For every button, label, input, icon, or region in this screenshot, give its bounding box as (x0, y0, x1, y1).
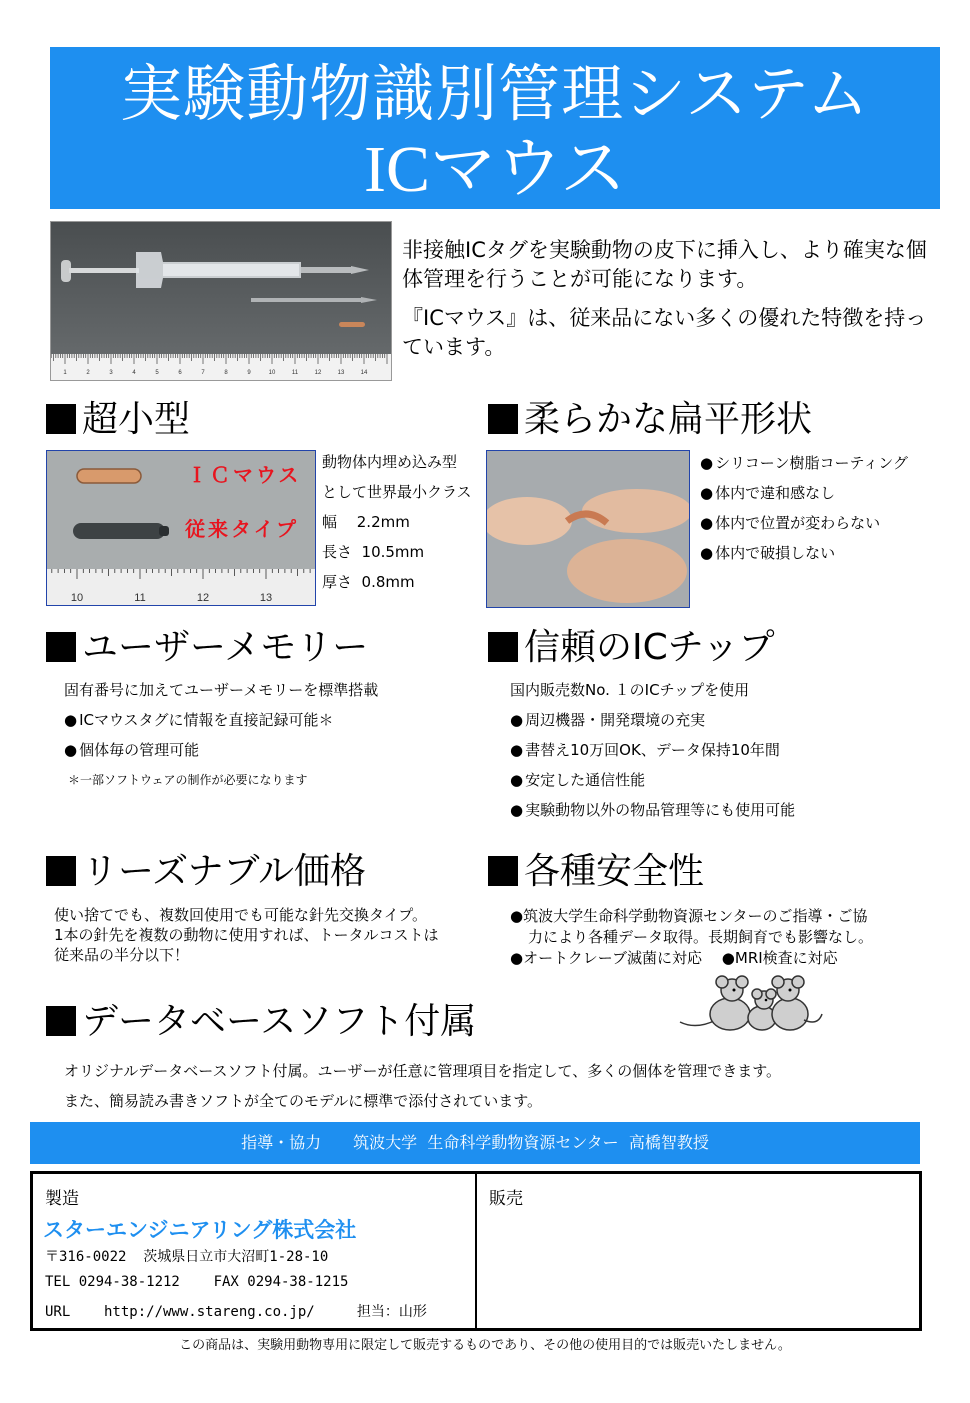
maker-label: 製造 (45, 1189, 79, 1209)
square-bullet-icon (488, 404, 518, 434)
ruler-number: 10 (268, 370, 276, 376)
spec-thickness: 厚さ 0.8mm (322, 573, 415, 591)
spec-line: 動物体内埋め込み型 (322, 453, 458, 471)
bullet-item: ● ICマウスタグに情報を直接記録可能＊ (64, 705, 378, 735)
bullet-item: ● シリコーン樹脂コーティング (700, 448, 908, 478)
user-memory-text (64, 675, 378, 795)
section-title-database: データベースソフト付属 (46, 1000, 476, 1044)
intro-paragraph-1: 非接触ICタグを実験動物の皮下に挿入し、より確実な個体管理を行うことが可能になります。 (402, 238, 927, 291)
ultra-small-specs (322, 447, 472, 597)
spec-width: 幅 2.2mm (322, 513, 410, 531)
ruler-number: 10 (70, 592, 84, 604)
title-line-1: 実験動物識別管理システム (120, 57, 870, 130)
seller-label: 販売 (489, 1189, 523, 1209)
safety-line: 力により各種データ取得。長期飼育でも影響なし。 (528, 928, 874, 946)
square-bullet-icon (488, 632, 518, 662)
contact-divider (475, 1174, 477, 1328)
database-line: オリジナルデータベースソフト付属。ユーザーが任意に管理項目を指定して、多くの個体を管理できます。 (64, 1062, 782, 1080)
bullet-item: ● 安定した通信性能 (510, 765, 795, 795)
ic-chip-lead: 国内販売数No. １のICチップを使用 (510, 681, 750, 699)
intro-paragraph-2: 『ICマウス』は、従来品にない多くの優れた特徴を持っています。 (402, 306, 927, 359)
square-bullet-icon (46, 856, 76, 886)
bullet-item: ● 周辺機器・開発環境の充実 (510, 705, 795, 735)
injector-photo (50, 221, 392, 381)
bullet-item: ● 体内で位置が変わらない (700, 508, 908, 538)
database-line: また、簡易読み書きソフトが全てのモデルに標準で添付されています。 (64, 1092, 543, 1110)
chip-comparison-photo (46, 450, 316, 606)
safety-line: ●オートクレーブ滅菌に対応 ●MRI検査に対応 (510, 949, 838, 967)
ruler-number: 1 (63, 370, 67, 376)
company-tel-fax: TEL 0294-38-1212 FAX 0294-38-1215 (45, 1274, 349, 1290)
bullet-item: ● 個体毎の管理可能 (64, 735, 378, 765)
spec-length: 長さ 10.5mm (322, 543, 425, 561)
user-memory-note: ＊一部ソフトウェアの制作が必要になります (68, 773, 308, 787)
database-text (64, 1056, 781, 1116)
square-bullet-icon (46, 404, 76, 434)
price-text (54, 905, 439, 965)
ruler-number: 11 (134, 592, 146, 604)
company-url: URL http://www.stareng.co.jp/ 担当：山形 (45, 1304, 427, 1320)
square-bullet-icon (488, 856, 518, 886)
ruler-number: 9 (247, 370, 251, 376)
disclaimer: この商品は、実験用動物専用に限定して販売するものであり、その他の使用目的では販売いたしません。 (179, 1338, 791, 1353)
price-line: 1本の針先を複数の動物に使用すれば、トータルコストは (54, 926, 439, 944)
intro-text (402, 236, 927, 362)
guidance-band: 指導・協力 筑波大学 生命科学動物資源センター 高橋智教授 (30, 1122, 920, 1164)
label-conventional-type: 従来タイプ (185, 517, 299, 541)
ruler-number: 4 (132, 370, 136, 376)
ruler-number: 3 (109, 370, 113, 376)
square-bullet-icon (46, 1006, 76, 1036)
section-title-flat-shape: 柔らかな扁平形状 (488, 398, 812, 442)
section-title-safety: 各種安全性 (488, 850, 704, 894)
title-banner (50, 47, 940, 209)
ruler-number: 11 (291, 370, 299, 376)
ruler-number: 6 (178, 370, 182, 376)
section-title-ic-chip: 信頼のICチップ (488, 626, 775, 670)
company-address: 〒316-0022 茨城県日立市大沼町1-28-10 (45, 1249, 329, 1265)
flat-shape-bullets (700, 448, 908, 568)
bullet-item: ● 体内で破損しない (700, 538, 908, 568)
section-title-user-memory: ユーザーメモリー (46, 626, 368, 670)
bullet-item: ● 体内で違和感なし (700, 478, 908, 508)
square-bullet-icon (46, 632, 76, 662)
spec-line: として世界最小クラス (322, 483, 472, 501)
section-title-ultra-small: 超小型 (46, 398, 190, 442)
section-title-price: リーズナブル価格 (46, 850, 366, 894)
ruler-number: 12 (314, 370, 322, 376)
ruler-number: 7 (201, 370, 205, 376)
ruler-number: 13 (259, 592, 273, 604)
contact-box (30, 1171, 922, 1331)
company-name: スターエンジニアリング株式会社 (43, 1218, 357, 1242)
ruler-number: 12 (196, 592, 210, 604)
ruler-number: 8 (224, 370, 228, 376)
user-memory-lead: 固有番号に加えてユーザーメモリーを標準搭載 (64, 681, 379, 699)
price-line: 従来品の半分以下！ (54, 946, 190, 964)
safety-text (510, 906, 873, 969)
safety-line: ●筑波大学生命科学動物資源センターのご指導・ご協 (510, 907, 868, 925)
fingers-holding-chip-photo (486, 450, 690, 608)
title-line-2: ICマウス (363, 133, 627, 206)
ruler-number: 13 (337, 370, 345, 376)
bullet-item: ● 書替え10万回OK、データ保持10年間 (510, 735, 795, 765)
ruler-number: 2 (86, 370, 90, 376)
ruler-number: 14 (360, 370, 368, 376)
bullet-item: ● 実験動物以外の物品管理等にも使用可能 (510, 795, 795, 825)
ic-chip-text (510, 675, 795, 825)
price-line: 使い捨てでも、複数回使用でも可能な針先交換タイプ。 (54, 906, 428, 924)
ruler-number: 5 (155, 370, 159, 376)
mice-illustration (676, 970, 826, 1040)
label-ic-mouse: ＩＣマウス (187, 463, 302, 487)
